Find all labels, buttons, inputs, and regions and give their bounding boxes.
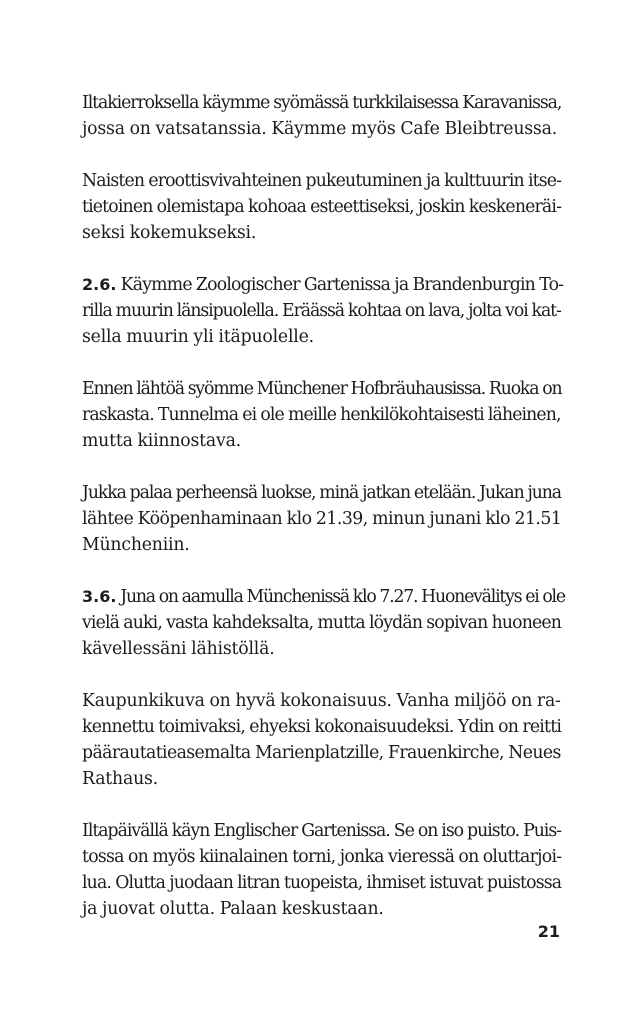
line-text: kennettu toimivaksi, ehyeksi kokonaisuudeksi. Ydin on reitti <box>82 717 562 737</box>
text-line <box>82 194 561 220</box>
line-text: Iltakierroksella käymme syömässä turkkilaisessa Karavanissa, <box>82 93 562 113</box>
line-text: rilla muurin länsipuolella. Eräässä kohtaa on lava, jolta voi kat- <box>82 301 561 321</box>
text-line <box>82 220 561 246</box>
paragraph <box>82 272 564 350</box>
text-line <box>82 636 561 662</box>
line-text: seksi kokemukseksi. <box>82 223 257 243</box>
text-line <box>82 480 561 506</box>
line-text: Jukka palaa perheensä luokse, minä jatkan etelään. Jukan juna <box>82 483 561 503</box>
line-text: tossa on myös kiinalainen torni, jonka vieressä on oluttarjoi- <box>82 847 562 867</box>
text-line <box>82 298 561 324</box>
line-text: lua. Olutta juodaan litran tuopeista, ihmiset istuvat puistossa <box>82 873 562 893</box>
line-text: Kaupunkikuva on hyvä kokonaisuus. Vanha miljöö on ra- <box>82 691 561 711</box>
line-text: kävellessäni lähistöllä. <box>82 639 275 659</box>
text-line <box>82 870 561 896</box>
line-text: Naisten eroottisvivahteinen pukeutuminen ja kulttuurin itse- <box>82 171 562 191</box>
entry-date: 3.6. <box>82 587 117 606</box>
line-text: päärautatieasemalta Marienplatzille, Frauenkirche, Neues <box>82 743 561 763</box>
line-text: Käymme Zoologischer Gartenissa ja Brandenburgin To- <box>116 275 564 295</box>
text-line <box>82 818 561 844</box>
line-text: Iltapäivällä käyn Englischer Gartenissa. Se on iso puisto. Puis- <box>82 821 562 841</box>
text-line <box>82 168 561 194</box>
text-line <box>82 324 561 350</box>
text-line <box>82 272 564 298</box>
text-line <box>82 896 561 922</box>
line-text: tietoinen olemistapa kohoaa esteettiseksi, joskin keskeneräi- <box>82 197 562 217</box>
text-line <box>82 90 561 116</box>
paragraph <box>82 584 565 662</box>
text-line <box>82 844 561 870</box>
entry-date: 2.6. <box>82 275 117 294</box>
text-line <box>82 116 561 142</box>
line-text: vielä auki, vasta kahdeksalta, mutta löydän sopivan huoneen <box>82 613 562 633</box>
line-text: sella muurin yli itäpuolelle. <box>82 327 314 347</box>
paragraph <box>82 688 561 792</box>
line-text: Rathaus. <box>82 769 158 789</box>
paragraph <box>82 376 561 454</box>
page-body <box>82 90 565 948</box>
paragraph <box>82 818 561 922</box>
paragraph <box>82 168 561 246</box>
text-line <box>82 740 561 766</box>
text-line <box>82 688 561 714</box>
line-text: lähtee Kööpenhaminaan klo 21.39, minun junani klo 21.51 <box>82 509 562 529</box>
paragraph <box>82 480 561 558</box>
page-number: 21 <box>537 922 560 941</box>
text-line <box>82 402 561 428</box>
text-line <box>82 610 561 636</box>
line-text: Juna on aamulla Münchenissä klo 7.27. Huonevälitys ei ole <box>116 587 565 607</box>
paragraph <box>82 90 561 142</box>
text-line <box>82 714 561 740</box>
line-text: Müncheniin. <box>82 535 190 555</box>
line-text: mutta kiinnostava. <box>82 431 241 451</box>
line-text: Ennen lähtöä syömme Münchener Hofbräuhausissa. Ruoka on <box>82 379 562 399</box>
line-text: raskasta. Tunnelma ei ole meille henkilökohtaisesti läheinen, <box>82 405 561 425</box>
text-line <box>82 376 561 402</box>
text-line <box>82 584 565 610</box>
line-text: jossa on vatsatanssia. Käymme myös Cafe Bleibtreussa. <box>82 119 558 139</box>
text-line <box>82 506 561 532</box>
text-line <box>82 532 561 558</box>
line-text: ja juovat olutta. Palaan keskustaan. <box>82 899 384 919</box>
text-line <box>82 766 561 792</box>
text-line <box>82 428 561 454</box>
